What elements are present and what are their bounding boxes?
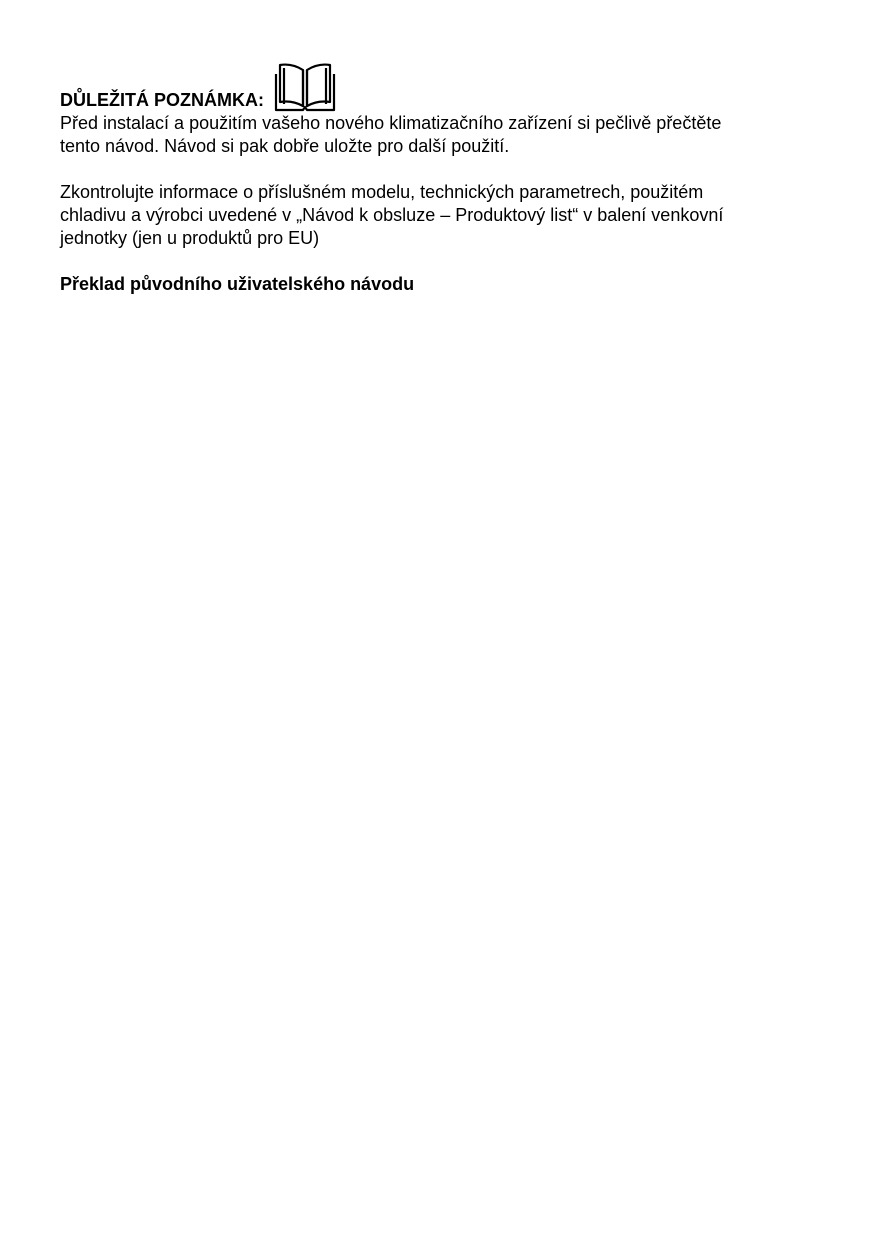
manual-book-icon [274,60,336,112]
heading-row [60,60,820,112]
important-note-heading: DŮLEŽITÁ POZNÁMKA: [60,90,264,110]
info-paragraph: Zkontrolujte informace o příslušném modelu, technických parametrech, použitém chladivu a výrobci uvedené v „Návod k obsluze – Produktový list“ v balení venkovní jednotky (jen u produktů pro EU) [60,182,724,248]
translation-subtitle: Překlad původního uživatelského návodu [60,274,415,294]
instruction-paragraph: Před instalací a použitím vašeho nového klimatizačního zařízení si pečlivě přečtěte tento návod. Návod si pak dobře uložte pro další použití. [60,113,722,156]
document-page [60,60,820,296]
